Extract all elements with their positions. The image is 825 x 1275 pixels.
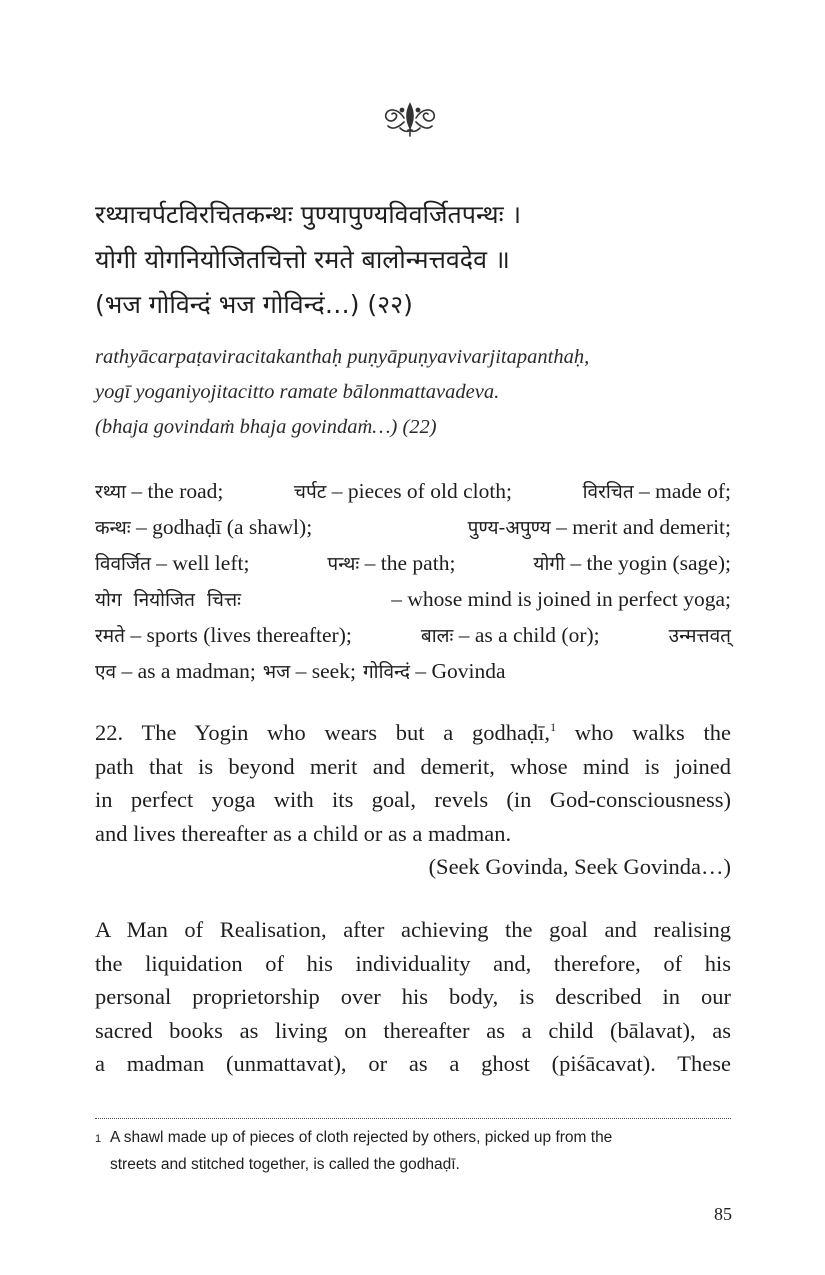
glossary-term: योग नियोजित चित्तः (95, 589, 241, 611)
verse-translation (95, 716, 731, 884)
footnote-divider (95, 1118, 731, 1119)
glossary-meaning: – Govinda (415, 659, 506, 683)
paragraph-line: personal proprietorship over his body, is described in our (95, 984, 731, 1009)
glossary-term: उन्मत्तवत् (668, 625, 731, 647)
glossary-meaning: – the yogin (sage); (570, 551, 731, 575)
paragraph-line: the liquidation of his individuality and, therefore, of his (95, 950, 731, 976)
glossary-entry (421, 617, 600, 654)
commentary-paragraph (95, 913, 731, 1081)
page-number: 85 (714, 1204, 732, 1224)
verse-transliteration (95, 340, 735, 445)
glossary-line (95, 509, 731, 545)
glossary-entry (533, 545, 731, 582)
footnote-line: streets and stitched together, is called the godhaḍī. (110, 1156, 460, 1173)
verse-transliteration-line: yogī yoganiyojitacitto ramate bālonmattavadeva. (95, 381, 500, 403)
glossary-entry (583, 473, 731, 510)
glossary-line (95, 581, 731, 617)
verse-transliteration-line: rathyācarpaṭaviracitakanthaḥ puṇyāpuṇyavivarjitapanthaḥ, (95, 346, 590, 368)
paragraph-line: a madman (unmattavat), or as a ghost (piśācavat). These (95, 1051, 731, 1076)
glossary-term: भज (262, 661, 291, 683)
glossary-term: कन्थः (95, 517, 131, 539)
paragraph-line: in perfect yoga with its goal, revels (in God-consciousness) (95, 787, 731, 812)
glossary-entry (95, 617, 352, 654)
verse-devanagari-line: रथ्याचर्पटविरचितकन्थः पुण्यापुण्यविवर्जितपन्थः । (95, 200, 522, 229)
glossary-line (95, 653, 731, 689)
glossary-entry (468, 509, 731, 546)
glossary-meaning: – as a madman; (121, 659, 256, 683)
glossary-meaning: – as a child (or); (458, 623, 600, 647)
glossary-meaning: – well left; (156, 551, 250, 575)
glossary-line (95, 473, 731, 509)
glossary-term: बालः (420, 625, 454, 647)
glossary-entry (263, 653, 356, 690)
paragraph-line (95, 716, 731, 750)
glossary-entry (95, 653, 256, 690)
word-glossary (95, 473, 731, 689)
glossary-term: विरचित (582, 481, 634, 503)
footnote (95, 1124, 731, 1178)
glossary-term: पुण्य-अपुण्य (467, 517, 551, 539)
glossary-meaning: – godhaḍī (a shawl); (136, 515, 313, 539)
glossary-term: योगी (533, 553, 565, 575)
paragraph-line: and lives thereafter as a child or as a madman. (95, 820, 512, 846)
glossary-meaning: – the road; (131, 479, 224, 503)
refrain: (Seek Govinda, Seek Govinda…) (428, 854, 731, 879)
glossary-entry (95, 545, 249, 582)
glossary-term: पन्थः (327, 553, 360, 575)
glossary-meaning: – merit and demerit; (556, 515, 731, 539)
floral-ornament-icon (382, 98, 438, 138)
paragraph-line: sacred books as living on thereafter as a child (bālavat), as (95, 1017, 731, 1043)
glossary-entry (327, 545, 455, 582)
verse-devanagari-line: योगी योगनियोजितचित्तो रमते बालोन्मत्तवदेव ॥ (95, 245, 510, 274)
paragraph-line: A Man of Realisation, after achieving the goal and realising (95, 917, 731, 942)
verse-devanagari (95, 192, 735, 327)
glossary-term: चर्पट (293, 481, 327, 503)
verse-devanagari-line: (भज गोविन्दं भज गोविन्दं…) (२२) (95, 290, 413, 319)
glossary-term: रमते (95, 625, 125, 647)
glossary-term: गोविन्दं (362, 661, 411, 683)
verse-transliteration-line: (bhaja govindaṁ bhaja govindaṁ…) (22) (95, 416, 437, 438)
glossary-meaning: – whose mind is joined in perfect yoga; (391, 587, 731, 611)
glossary-line (95, 617, 731, 653)
glossary-meaning: – pieces of old cloth; (331, 479, 513, 503)
text-span: 22. The Yogin who wears but a godhaḍī, (95, 720, 551, 745)
glossary-meaning: – the path; (364, 551, 456, 575)
glossary-line (95, 545, 731, 581)
glossary-meaning: – made of; (639, 479, 731, 503)
footnote-number: 1 (95, 1133, 102, 1145)
glossary-entry (294, 473, 512, 510)
footnote-line: A shawl made up of pieces of cloth rejected by others, picked up from the (110, 1129, 613, 1146)
glossary-meaning: – sports (lives thereafter); (130, 623, 352, 647)
glossary-term: विवर्जित (95, 553, 151, 575)
glossary-entry (95, 473, 223, 510)
footnote-reference[interactable]: 1 (550, 720, 557, 734)
text-span: who walks the (556, 720, 731, 745)
glossary-term: एव (95, 661, 117, 683)
glossary-entry (95, 509, 312, 546)
glossary-entry (363, 653, 506, 690)
glossary-term: रथ्या (95, 481, 127, 503)
glossary-meaning: – seek; (295, 659, 356, 683)
paragraph-line: path that is beyond merit and demerit, whose mind is joined (95, 753, 731, 779)
